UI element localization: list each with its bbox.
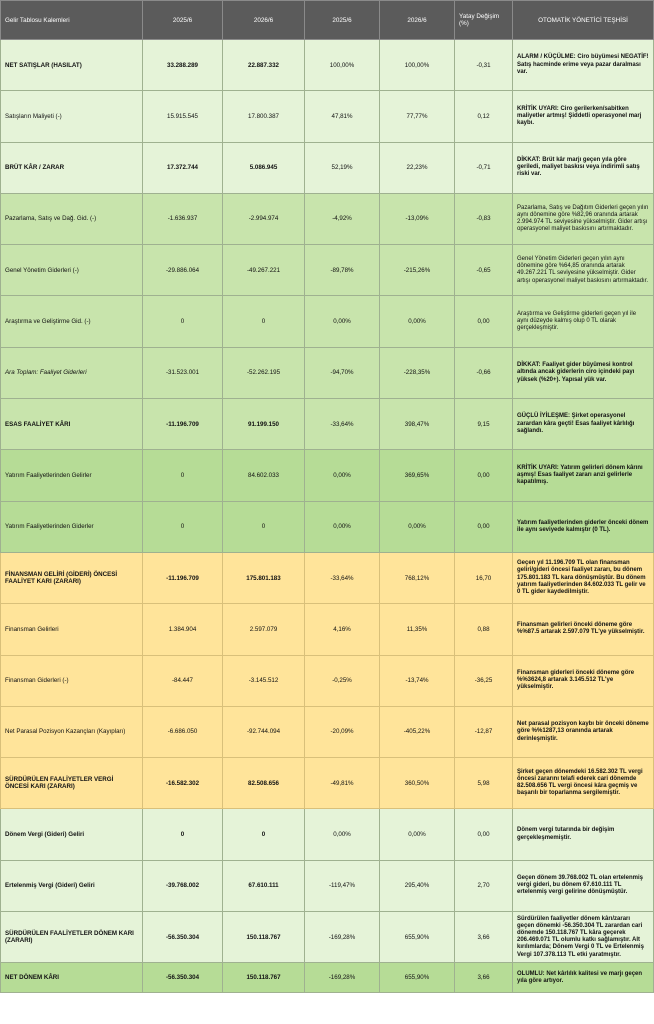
- change-value: 16,70: [455, 552, 513, 603]
- value-period-2: -92.744.094: [223, 706, 305, 757]
- value-period-1: -6.686.050: [143, 706, 223, 757]
- pct-period-2: 0,00%: [380, 501, 455, 552]
- value-period-1: -31.523.001: [143, 347, 223, 398]
- value-period-2: 67.610.111: [223, 860, 305, 911]
- table-row: [1, 450, 654, 501]
- value-period-2: -49.267.221: [223, 245, 305, 296]
- table-row: [1, 193, 654, 244]
- value-period-2: 5.086.945: [223, 142, 305, 193]
- change-value: 0,00: [455, 501, 513, 552]
- pct-period-1: -94,70%: [305, 347, 380, 398]
- change-value: 9,15: [455, 399, 513, 450]
- change-value: 5,98: [455, 758, 513, 809]
- pct-period-1: -0,25%: [305, 655, 380, 706]
- diagnosis-note: KRİTİK UYARI: Yatırım gelirleri dönem kârını aşmış! Esas faaliyet zararı arızi gelirlerle kapatılmış.: [513, 450, 654, 501]
- table-row: [1, 860, 654, 911]
- value-period-2: 0: [223, 296, 305, 347]
- row-label: SÜRDÜRÜLEN FAALİYETLER VERGİ ÖNCESİ KARI (ZARARI): [1, 758, 143, 809]
- row-label: SÜRDÜRÜLEN FAALİYETLER DÖNEM KARI (ZARARI): [1, 912, 143, 963]
- value-period-2: 2.597.079: [223, 604, 305, 655]
- value-period-2: 91.199.150: [223, 399, 305, 450]
- table-row: [1, 963, 654, 993]
- pct-period-1: 52,19%: [305, 142, 380, 193]
- value-period-2: 0: [223, 501, 305, 552]
- value-period-1: -11.196.709: [143, 552, 223, 603]
- pct-period-2: -228,35%: [380, 347, 455, 398]
- header-period-1-pct[interactable]: 2025/6: [305, 1, 380, 40]
- pct-period-2: 295,40%: [380, 860, 455, 911]
- table-header-row: [1, 1, 654, 40]
- pct-period-1: -89,78%: [305, 245, 380, 296]
- value-period-2: 84.602.033: [223, 450, 305, 501]
- pct-period-2: 655,90%: [380, 963, 455, 993]
- table-row: [1, 142, 654, 193]
- header-change[interactable]: Yatay Değişim (%): [455, 1, 513, 40]
- pct-period-1: -33,64%: [305, 552, 380, 603]
- diagnosis-note: DİKKAT: Brüt kâr marjı geçen yıla göre geriledi, maliyet baskısı veya indirimli satış riski var.: [513, 142, 654, 193]
- diagnosis-note: Finansman giderleri önceki döneme göre %%3624,8 artarak 3.145.512 TL'ye yükselmiştir.: [513, 655, 654, 706]
- row-label: Ara Toplam: Faaliyet Giderleri: [1, 347, 143, 398]
- pct-period-1: 0,00%: [305, 809, 380, 860]
- value-period-2: 150.118.767: [223, 912, 305, 963]
- value-period-1: 15.915.545: [143, 91, 223, 142]
- pct-period-1: -169,28%: [305, 963, 380, 993]
- pct-period-1: -169,28%: [305, 912, 380, 963]
- table-row: [1, 347, 654, 398]
- row-label: Yatırım Faaliyetlerinden Gelirler: [1, 450, 143, 501]
- pct-period-1: 47,81%: [305, 91, 380, 142]
- change-value: 2,70: [455, 860, 513, 911]
- table-row: [1, 501, 654, 552]
- value-period-1: 1.384.904: [143, 604, 223, 655]
- row-label: Finansman Giderleri (-): [1, 655, 143, 706]
- header-period-1[interactable]: 2025/6: [143, 1, 223, 40]
- table-row: [1, 552, 654, 603]
- table-row: [1, 40, 654, 91]
- pct-period-1: 4,16%: [305, 604, 380, 655]
- diagnosis-note: Pazarlama, Satış ve Dağıtım Giderleri geçen yılın aynı dönemine göre %82,96 oranında artarak 2.994.974 TL seviyesine yükselmiştir. Gider artışı operasyonel maliyet baskısını artırmaktadır.: [513, 193, 654, 244]
- row-label: Dönem Vergi (Gideri) Geliri: [1, 809, 143, 860]
- diagnosis-note: Sürdürülen faaliyetler dönem kârı/zararı geçen dönemki -56.350.304 TL zarardan cari dönemde 150.118.767 TL kâra geçerek 206.469.071 TL olumlu katkı sağlamıştır. Alt kırılımlarda; Dönem Vergi 0 TL ve Ertelenmiş Vergi 107.378.113 TL etki yaratmıştır.: [513, 912, 654, 963]
- change-value: 0,88: [455, 604, 513, 655]
- diagnosis-note: Net parasal pozisyon kaybı bir önceki döneme göre %%1287,13 oranında artarak derinleşmiştir.: [513, 706, 654, 757]
- table-row: [1, 399, 654, 450]
- pct-period-2: 369,65%: [380, 450, 455, 501]
- row-label: Araştırma ve Geliştirme Gid. (-): [1, 296, 143, 347]
- pct-period-2: -405,22%: [380, 706, 455, 757]
- change-value: -0,83: [455, 193, 513, 244]
- change-value: 3,66: [455, 963, 513, 993]
- diagnosis-note: GÜÇLÜ İYİLEŞME: Şirket operasyonel zarardan kâra geçti! Esas faaliyet kârlılığı sağlandı.: [513, 399, 654, 450]
- pct-period-2: 100,00%: [380, 40, 455, 91]
- change-value: 0,00: [455, 809, 513, 860]
- diagnosis-note: Geçen yıl 11.196.709 TL olan finansman geliri/gideri öncesi faaliyet zararı, bu dönem 175.801.183 TL kara dönüşmüştür. Bu dönem yatırım faaliyetlerinden 84.602.033 TL gelir ve 0 TL gider kaydedilmiştir.: [513, 552, 654, 603]
- row-label: ESAS FAALİYET KÂRI: [1, 399, 143, 450]
- pct-period-1: -4,92%: [305, 193, 380, 244]
- header-period-2-pct[interactable]: 2026/6: [380, 1, 455, 40]
- change-value: 3,66: [455, 912, 513, 963]
- pct-period-2: 655,90%: [380, 912, 455, 963]
- value-period-2: -2.994.974: [223, 193, 305, 244]
- change-value: -0,65: [455, 245, 513, 296]
- value-period-1: 0: [143, 450, 223, 501]
- pct-period-1: -119,47%: [305, 860, 380, 911]
- pct-period-2: 360,50%: [380, 758, 455, 809]
- pct-period-2: -13,09%: [380, 193, 455, 244]
- value-period-1: -11.196.709: [143, 399, 223, 450]
- table-row: [1, 706, 654, 757]
- pct-period-2: 398,47%: [380, 399, 455, 450]
- table-row: [1, 758, 654, 809]
- pct-period-2: 0,00%: [380, 296, 455, 347]
- pct-period-2: 11,35%: [380, 604, 455, 655]
- pct-period-2: 768,12%: [380, 552, 455, 603]
- change-value: -0,71: [455, 142, 513, 193]
- value-period-1: 0: [143, 501, 223, 552]
- value-period-1: 0: [143, 809, 223, 860]
- change-value: 0,00: [455, 450, 513, 501]
- value-period-2: 150.118.767: [223, 963, 305, 993]
- diagnosis-note: Yatırım faaliyetlerinden giderler önceki dönem ile aynı seviyede kalmıştır (0 TL).: [513, 501, 654, 552]
- value-period-2: 0: [223, 809, 305, 860]
- row-label: Yatırım Faaliyetlerinden Giderler: [1, 501, 143, 552]
- value-period-1: 0: [143, 296, 223, 347]
- value-period-1: -1.636.937: [143, 193, 223, 244]
- row-label: NET DÖNEM KÂRI: [1, 963, 143, 993]
- value-period-2: 17.800.387: [223, 91, 305, 142]
- pct-period-1: -33,64%: [305, 399, 380, 450]
- value-period-2: 82.508.656: [223, 758, 305, 809]
- pct-period-2: 22,23%: [380, 142, 455, 193]
- pct-period-2: 0,00%: [380, 809, 455, 860]
- value-period-1: 33.288.289: [143, 40, 223, 91]
- change-value: -12,87: [455, 706, 513, 757]
- diagnosis-note: KRİTİK UYARI: Ciro gerilerken/sabitken maliyetler artmış! Şiddetli operasyonel marj kaybı.: [513, 91, 654, 142]
- value-period-2: -52.262.195: [223, 347, 305, 398]
- value-period-1: -16.582.302: [143, 758, 223, 809]
- table-row: [1, 296, 654, 347]
- value-period-2: 22.887.332: [223, 40, 305, 91]
- table-row: [1, 604, 654, 655]
- table-row: [1, 809, 654, 860]
- row-label: NET SATIŞLAR (HASILAT): [1, 40, 143, 91]
- pct-period-1: 0,00%: [305, 450, 380, 501]
- table-row: [1, 655, 654, 706]
- diagnosis-note: Araştırma ve Geliştirme giderleri geçen yıl ile aynı düzeyde kalmış olup 0 TL olarak gerçekleşmiştir.: [513, 296, 654, 347]
- value-period-2: -3.145.512: [223, 655, 305, 706]
- pct-period-1: 0,00%: [305, 501, 380, 552]
- diagnosis-note: Dönem vergi tutarında bir değişim gerçekleşmemiştir.: [513, 809, 654, 860]
- diagnosis-note: Finansman gelirleri önceki döneme göre %%87.5 artarak 2.597.079 TL'ye yükselmiştir.: [513, 604, 654, 655]
- value-period-1: 17.372.744: [143, 142, 223, 193]
- value-period-1: -39.768.002: [143, 860, 223, 911]
- table-row: [1, 245, 654, 296]
- value-period-2: 175.801.183: [223, 552, 305, 603]
- diagnosis-note: Genel Yönetim Giderleri geçen yılın aynı dönemine göre %64,85 oranında artarak 49.267.221 TL seviyesine yükselmiştir. Gider artışı operasyonel maliyet baskısını artırmaktadır.: [513, 245, 654, 296]
- change-value: -36,25: [455, 655, 513, 706]
- pct-period-2: 77,77%: [380, 91, 455, 142]
- pct-period-1: -20,09%: [305, 706, 380, 757]
- row-label: Pazarlama, Satış ve Dağ. Gid. (-): [1, 193, 143, 244]
- pct-period-2: -215,26%: [380, 245, 455, 296]
- row-label: BRÜT KÂR / ZARAR: [1, 142, 143, 193]
- change-value: 0,12: [455, 91, 513, 142]
- diagnosis-note: DİKKAT: Faaliyet gider büyümesi kontrol altında ancak giderlerin ciro içindeki payı yüksek (%20+). Yapısal yük var.: [513, 347, 654, 398]
- row-label: Genel Yönetim Giderleri (-): [1, 245, 143, 296]
- header-comment[interactable]: OTOMATİK YÖNETİCİ TEŞHİSİ: [513, 1, 654, 40]
- pct-period-1: -49,81%: [305, 758, 380, 809]
- row-label: FİNANSMAN GELİRİ (GİDERİ) ÖNCESİ FAALİYET KARI (ZARARI): [1, 552, 143, 603]
- diagnosis-note: OLUMLU: Net kârlılık kalitesi ve marjı geçen yıla göre artıyor.: [513, 963, 654, 993]
- change-value: 0,00: [455, 296, 513, 347]
- change-value: -0,31: [455, 40, 513, 91]
- value-period-1: -84.447: [143, 655, 223, 706]
- row-label: Satışların Maliyeti (-): [1, 91, 143, 142]
- pct-period-1: 100,00%: [305, 40, 380, 91]
- pct-period-2: -13,74%: [380, 655, 455, 706]
- header-period-2[interactable]: 2026/6: [223, 1, 305, 40]
- row-label: Finansman Gelirleri: [1, 604, 143, 655]
- change-value: -0,66: [455, 347, 513, 398]
- value-period-1: -29.886.064: [143, 245, 223, 296]
- diagnosis-note: ALARM / KÜÇÜLME: Ciro büyümesi NEGATİF! Satış hacminde erime veya pazar daralması var.: [513, 40, 654, 91]
- diagnosis-note: Şirket geçen dönemdeki 16.582.302 TL vergi öncesi zararını telafi ederek cari dönemde 82.508.656 TL vergi öncesi kâra geçmiş ve başarılı bir toparlanma sergilemiştir.: [513, 758, 654, 809]
- row-label: Net Parasal Pozisyon Kazançları (Kayıpları): [1, 706, 143, 757]
- value-period-1: -56.350.304: [143, 912, 223, 963]
- header-item[interactable]: Gelir Tablosu Kalemleri: [1, 1, 143, 40]
- row-label: Ertelenmiş Vergi (Gideri) Geliri: [1, 860, 143, 911]
- value-period-1: -56.350.304: [143, 963, 223, 993]
- diagnosis-note: Geçen dönem 39.768.002 TL olan ertelenmiş vergi gideri, bu dönem 67.610.111 TL ertelenmiş vergi gelirine dönüşmüştür.: [513, 860, 654, 911]
- table-row: [1, 912, 654, 963]
- table-row: [1, 91, 654, 142]
- pct-period-1: 0,00%: [305, 296, 380, 347]
